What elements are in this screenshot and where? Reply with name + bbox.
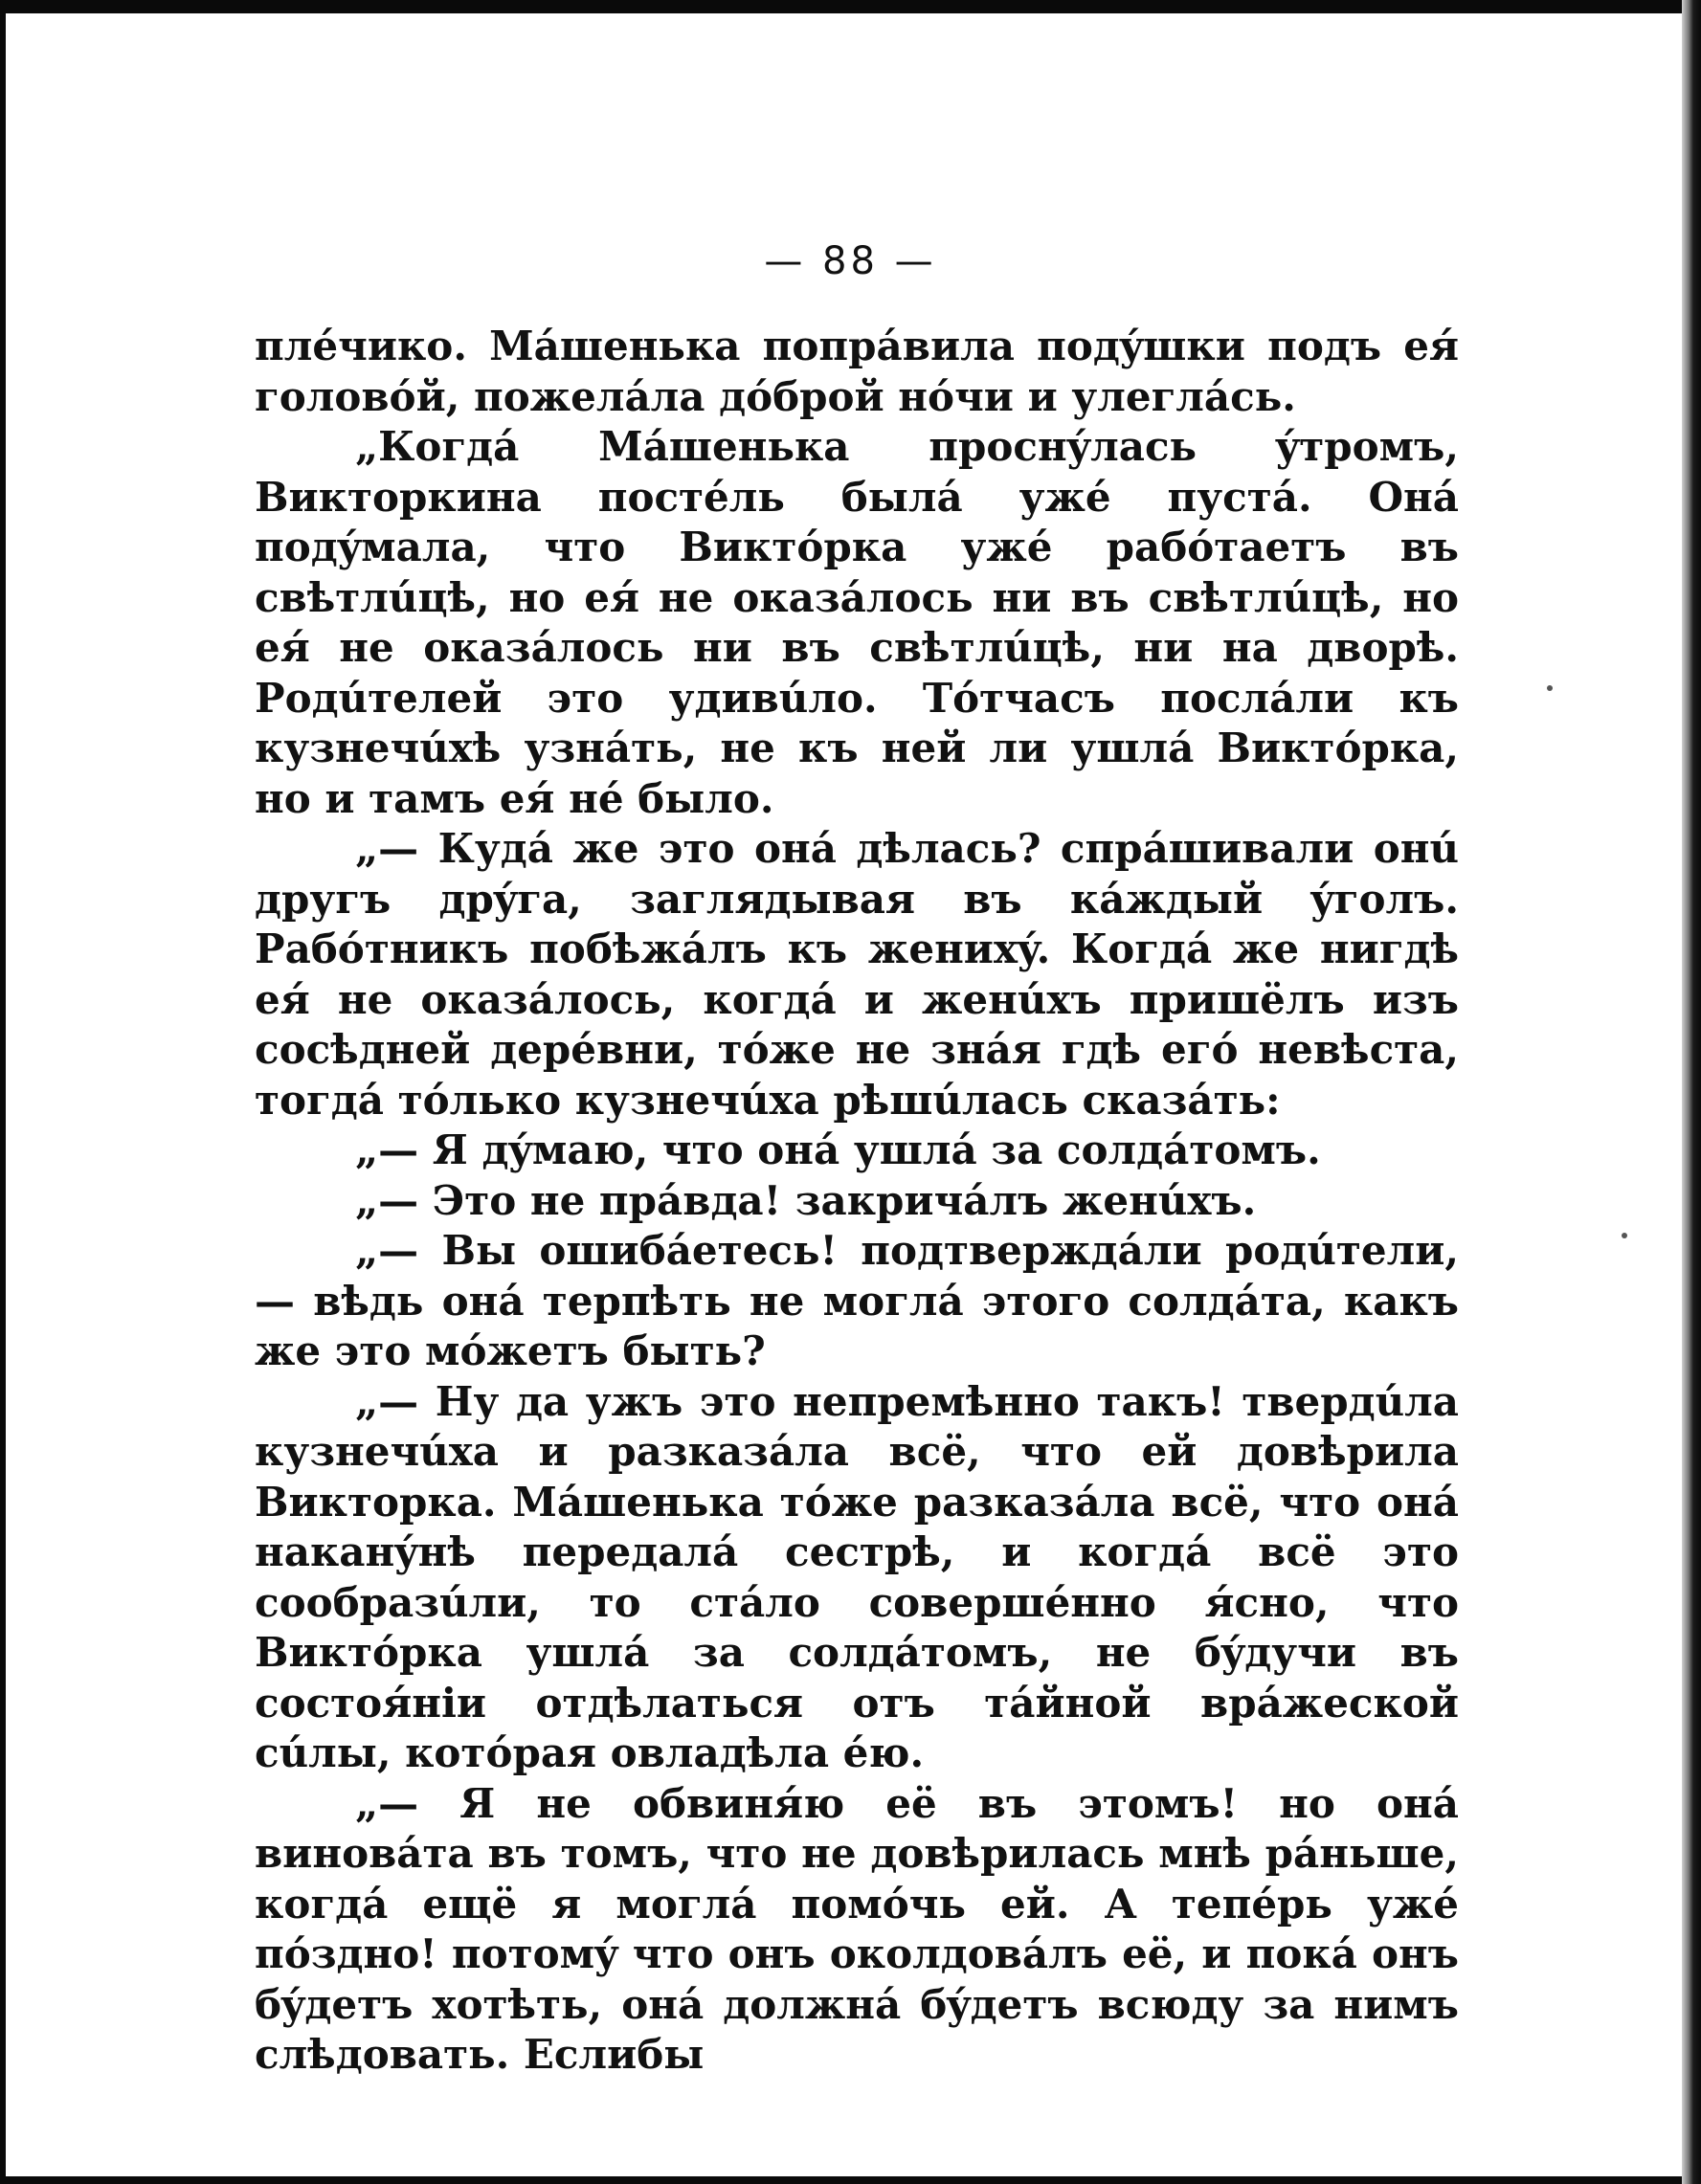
paragraph: „— Кудá же это онá дѣлась? спрáшивали онú другъ дрýга, заглядывая въ кáждый ýголъ. Рабóтникъ побѣжáлъ къ женихý. Когдá же нигдѣ ея́ не оказáлось, когдá и женúхъ пришёлъ изъ сосѣдней дерéвни, тóже не знáя гдѣ егó невѣста, тогдá тóлько кузнечúха рѣшúлась сказáть: (255, 825, 1459, 1124)
paragraph: „— Это не прáвда! закричáлъ женúхъ. (355, 1176, 1257, 1224)
scan-speck (1547, 685, 1553, 691)
paragraph: „— Я дýмаю, что онá ушлá за солдáтомъ. (355, 1126, 1321, 1173)
paragraph: плéчико. Мáшенька попрáвила подýшки подъ ея́ головóй, пожелáла дóброй нóчи и улеглáсь. (255, 323, 1459, 420)
paragraph: „— Вы ошибáетесь! подтверждáли родúтели, — вѣдь онá терпѣть не моглá этого солдáта, какъ же это мóжетъ быть? (255, 1227, 1459, 1374)
paragraph: „— Я не обвиня́ю её въ этомъ! но онá виновáта въ томъ, что не довѣрилась мнѣ рáньше, когдá ещё я моглá помóчь ей. А тепéрь ужé пóздно! потомý что онъ околдовáлъ её, и покá онъ бýдетъ хотѣть, онá должнá бýдетъ всюду за нимъ слѣдовать. Еслибы (255, 1779, 1459, 2078)
book-text (255, 322, 1459, 2081)
paragraph: „Когдá Мáшенька проснýлась ýтромъ, Викторкина постéль былá ужé пустá. Онá подýмала, что Виктóрка ужé рабóтаетъ въ свѣтлúцѣ, но ея́ не оказáлось ни въ свѣтлúцѣ, но ея́ не оказáлось ни въ свѣтлúцѣ, ни на дворѣ. Родúтелей это удивúло. Тóтчасъ послáли къ кузнечúхѣ узнáть, не къ ней ли ушлá Виктóрка, но и тамъ ея́ нé было. (255, 423, 1459, 822)
paragraph: „— Ну да ужъ это непремѣнно такъ! твердúла кузнечúха и разказáла всё, что ей довѣрила Викторка. Мáшенька тóже разказáла всё, что онá наканýнѣ передалá сестрѣ, и когдá всё это сообразúли, то стáло совершéнно я́сно, что Виктóрка ушлá за солдáтомъ, не бýдучи въ состоя́нiи отдѣлаться отъ тáйной врáжеской сúлы, котóрая овладѣла éю. (255, 1377, 1459, 1776)
page-number: — 88 — (764, 239, 937, 283)
book-spine-shadow (1682, 0, 1701, 2184)
scan-speck (1622, 1233, 1627, 1238)
